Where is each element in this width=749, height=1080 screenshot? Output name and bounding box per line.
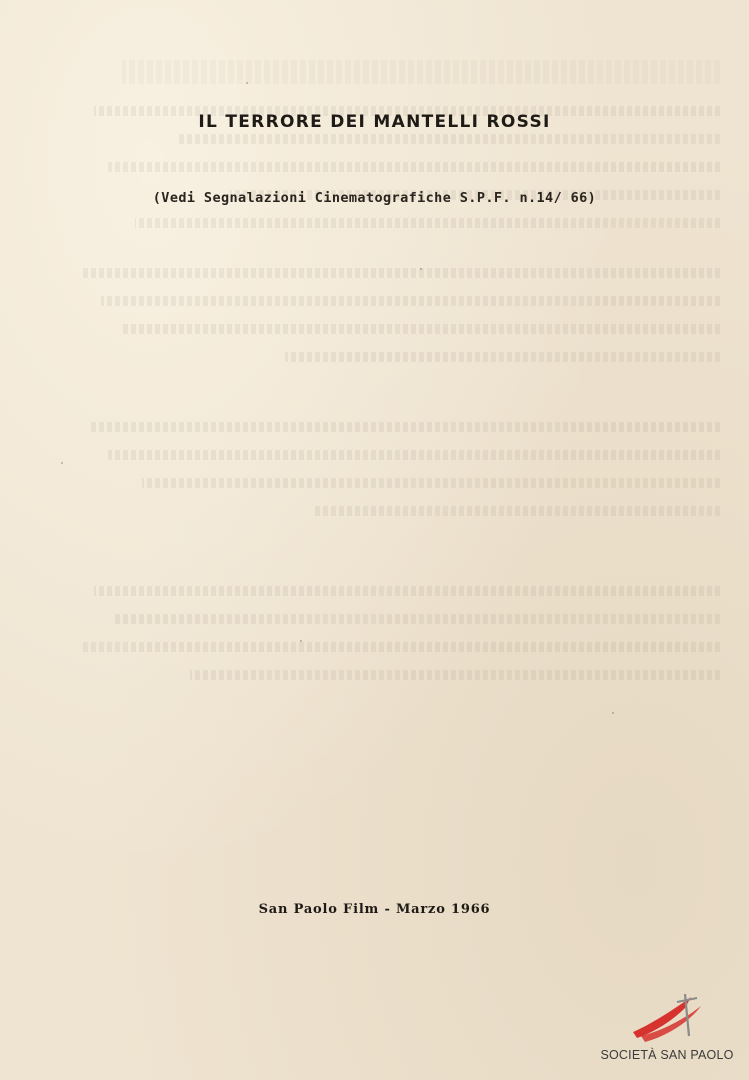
san-paolo-logo-icon (627, 992, 707, 1048)
document-title: IL TERRORE DEI MANTELLI ROSSI (198, 112, 551, 132)
publisher-date-line: San Paolo Film - Marzo 1966 (258, 902, 491, 917)
paper-speck (300, 640, 302, 642)
paper-speck (612, 712, 614, 714)
paper-speck (420, 268, 422, 270)
paper-speck (61, 462, 63, 464)
logo-text: SOCIETÀ SAN PAOLO (600, 1048, 734, 1062)
publisher-logo (597, 992, 737, 1072)
document-subtitle: (Vedi Segnalazioni Cinematografiche S.P.F. n.14/ 66) (152, 190, 597, 206)
paper-speck (246, 82, 248, 84)
